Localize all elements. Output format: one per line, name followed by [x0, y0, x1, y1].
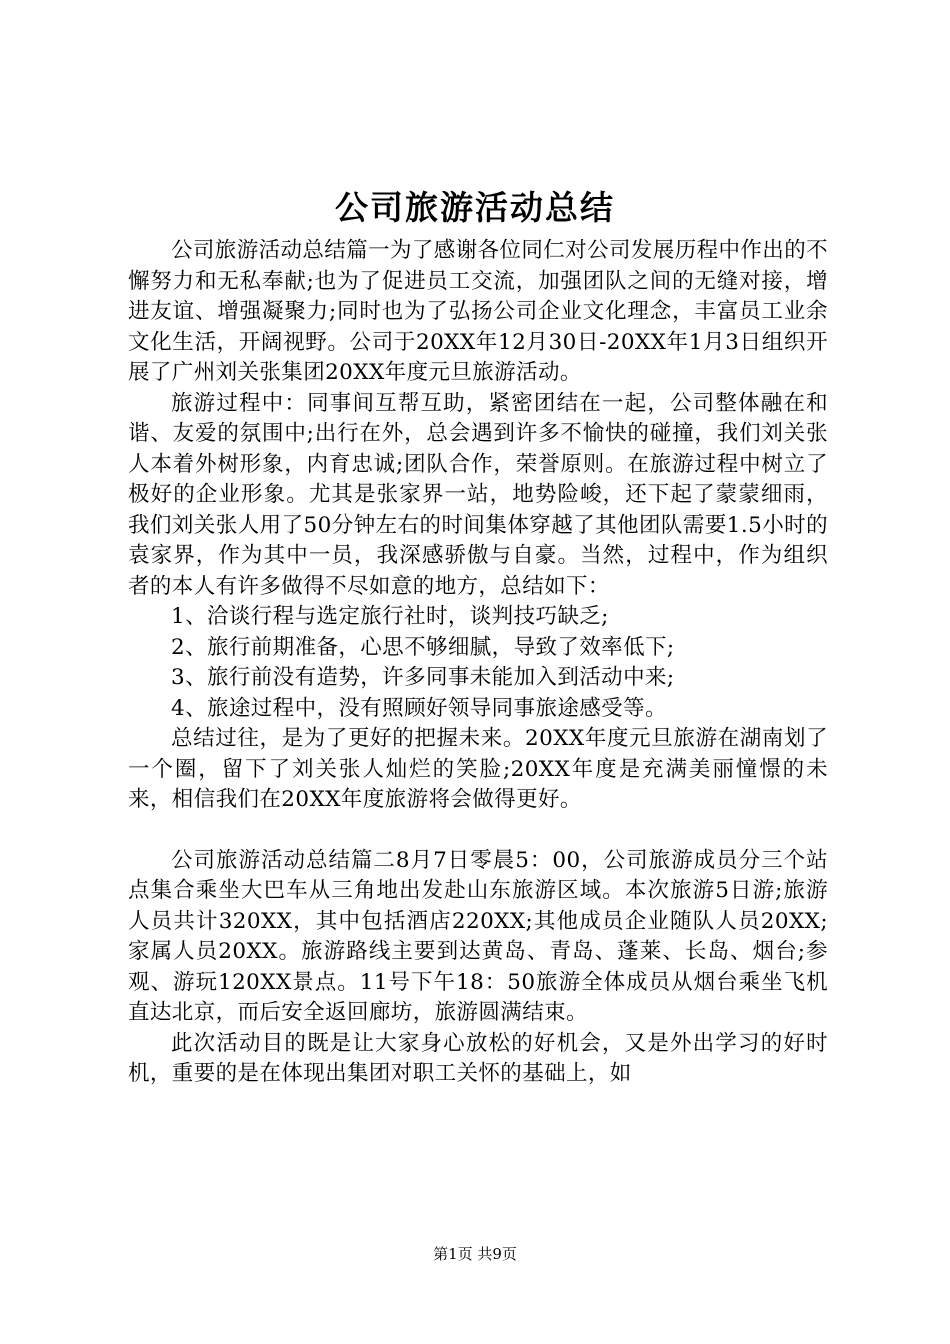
paragraph: 总结过往，是为了更好的把握未来。20XX年度元旦旅游在湖南划了一个圈，留下了刘关张人灿烂的笑脸;20XX年度是充满美丽憧憬的未来，相信我们在20XX年度旅游将会做得更好。	[128, 726, 828, 812]
page-footer: 第1页 共9页	[433, 1245, 517, 1263]
paragraph: 此次活动目的既是让大家身心放松的好机会，又是外出学习的好时机，重要的是在体现出集团对职工关怀的基础上，如	[128, 1030, 828, 1086]
paragraph: 公司旅游活动总结篇二8月7日零晨5：00，公司旅游成员分三个站点集合乘坐大巴车从三角地出发赴山东旅游区域。本次旅游5日游;旅游人员共计320XX，其中包括酒店220XX;其他成员企业随队人员20XX;家属人员20XX。旅游路线主要到达黄岛、青岛、蓬莱、长岛、烟台;参观、游玩120XX景点。11号下午18：50旅游全体成员从烟台乘坐飞机直达北京，而后安全返回廊坊，旅游圆满结束。	[128, 847, 828, 1025]
document-body	[128, 236, 828, 1090]
paragraph: 旅游过程中：同事间互帮互助，紧密团结在一起，公司整体融在和谐、友爱的氛围中;出行在外，总会遇到许多不愉快的碰撞，我们刘关张人本着外树形象，内育忠诚;团队合作，荣誉原则。在旅游过程中树立了极好的企业形象。尤其是张家界一站，地势险峻，还下起了蒙蒙细雨，我们刘关张人用了50分钟左右的时间集体穿越了其他团队需要1.5小时的袁家界，作为其中一员，我深感骄傲与自豪。当然，过程中，作为组织者的本人有许多做得不尽如意的地方，总结如下：	[128, 390, 828, 599]
list-item: 3、旅行前没有造势，许多同事未能加入到活动中来;	[171, 665, 675, 690]
document-title: 公司旅游活动总结	[335, 188, 615, 227]
list-item: 2、旅行前期准备，心思不够细腻，导致了效率低下;	[171, 634, 675, 660]
paragraph: 公司旅游活动总结篇一为了感谢各位同仁对公司发展历程中作出的不懈努力和无私奉献;也为了促进员工交流，加强团队之间的无缝对接，增进友谊、增强凝聚力;同时也为了弘扬公司企业文化理念，丰富员工业余文化生活，开阔视野。公司于20XX年12月30日-20XX年1月3日组织开展了广州刘关张集团20XX年度元旦旅游活动。	[128, 238, 829, 385]
list-item: 4、旅途过程中，没有照顾好领导同事旅途感受等。	[171, 695, 667, 721]
list-item: 1、洽谈行程与选定旅行社时，谈判技巧缺乏;	[171, 604, 609, 629]
